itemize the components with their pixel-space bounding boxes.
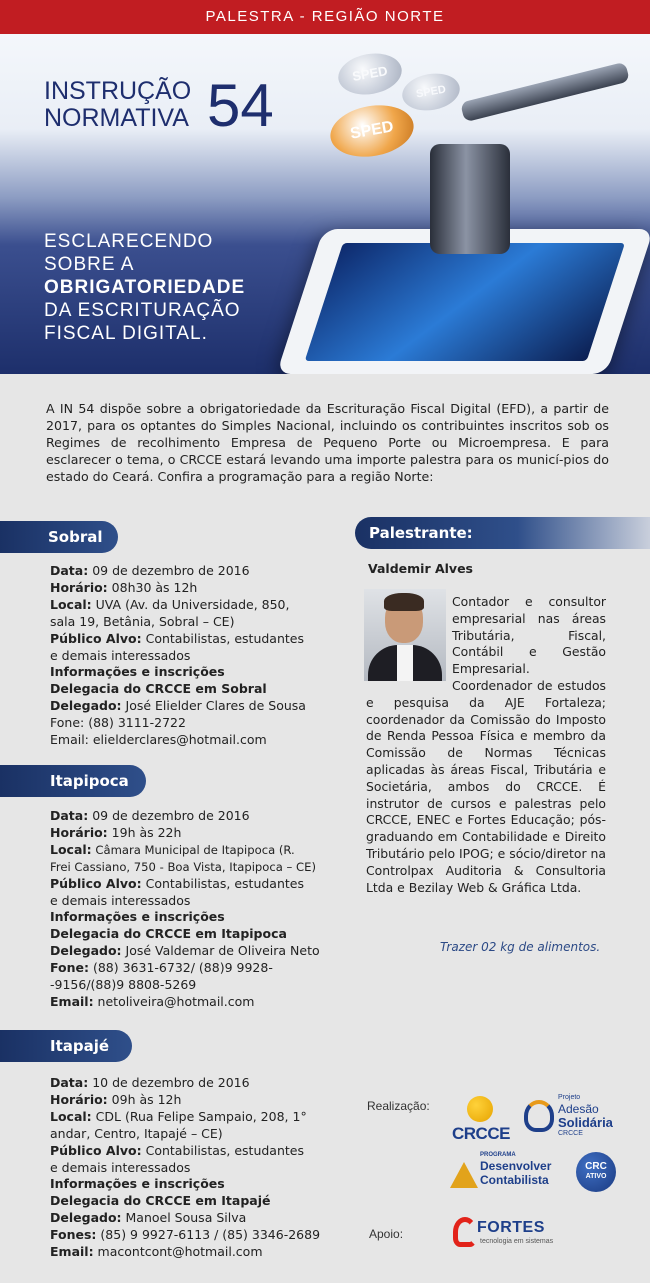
adesao-line2: Solidária xyxy=(558,1115,613,1130)
event-audience-cont: e demais interessados xyxy=(50,1159,191,1175)
event-time: 08h30 às 12h xyxy=(107,579,198,595)
phone-cont: -9156/(88)9 8808-5269 xyxy=(50,977,197,993)
field-label: Email: xyxy=(50,993,94,1009)
field-label: Horário: xyxy=(50,579,108,595)
crc-ativo-line2: ATIVO xyxy=(585,1173,607,1180)
field-label: Local: xyxy=(50,596,92,612)
speaker-header: Palestrante: xyxy=(355,517,650,549)
event-audience: Contabilistas, estudantes xyxy=(141,1142,304,1158)
event-location: Câmara Municipal de Itapipoca (R. xyxy=(91,842,295,857)
adesao-solidaria-logo xyxy=(524,1094,624,1144)
event-audience: Contabilistas, estudantes xyxy=(141,875,304,891)
delegado-name: José Elielder Clares de Sousa xyxy=(121,698,306,714)
event-date: 09 de dezembro de 2016 xyxy=(88,808,250,823)
gavel-handle-icon xyxy=(460,62,630,123)
hero-title-line2: NORMATIVA xyxy=(44,104,189,132)
crc-ativo-logo xyxy=(576,1152,616,1192)
hero-subtitle-line: ESCLARECENDO xyxy=(44,231,214,252)
delegacia-name: Delegacia do CRCCE em Sobral xyxy=(50,681,267,697)
food-donation-note: Trazer 02 kg de alimentos. xyxy=(440,940,601,954)
hero-title xyxy=(44,72,274,139)
field-label: Delegado: xyxy=(50,943,122,959)
email: macontcont@hotmail.com xyxy=(93,1244,263,1260)
field-label: Data: xyxy=(50,1075,89,1090)
event-banner: PALESTRA - REGIÃO NORTE xyxy=(0,0,650,34)
delegado-name: José Valdemar de Oliveira Neto xyxy=(121,943,320,959)
event-itapipoca xyxy=(50,808,325,1011)
hero-title-number: 54 xyxy=(207,72,274,139)
event-sobral xyxy=(50,563,325,749)
hero-title-line1: INSTRUÇÃO xyxy=(44,77,192,105)
field-label: Delegado: xyxy=(50,1210,122,1226)
event-date: 09 de dezembro de 2016 xyxy=(88,563,250,578)
delegacia-name: Delegacia do CRCCE em Itapipoca xyxy=(50,926,287,942)
info-heading: Informações e inscrições xyxy=(50,664,225,680)
field-label: Data: xyxy=(50,808,89,823)
desenvolver-contabilista-logo xyxy=(450,1152,560,1194)
speaker-name: Valdemir Alves xyxy=(368,561,473,576)
sped-coin-icon: SPED xyxy=(399,69,462,115)
field-label: Fones: xyxy=(50,1227,97,1243)
speaker-bio-wrap xyxy=(366,594,606,896)
event-itapaje xyxy=(50,1075,325,1261)
hero-subtitle-line: DA ESCRITURAÇÃO xyxy=(44,300,241,321)
field-label: Fone: xyxy=(50,960,89,976)
hero-subtitle-line: SOBRE A xyxy=(44,254,135,275)
email: Email: elielderclares@hotmail.com xyxy=(50,732,267,748)
field-label: Data: xyxy=(50,563,89,578)
field-label: Local: xyxy=(50,841,92,857)
hero-subtitle xyxy=(44,230,245,345)
crcce-logo xyxy=(450,1096,510,1142)
email: netoliveira@hotmail.com xyxy=(93,993,255,1009)
field-label: Horário: xyxy=(50,1091,108,1107)
phone: (85) 9 9927-6113 / (85) 3346-2689 xyxy=(96,1227,321,1243)
field-label: Horário: xyxy=(50,824,108,840)
city-header-itapaje: Itapajé xyxy=(0,1030,132,1062)
event-audience-cont: e demais interessados xyxy=(50,647,191,663)
hero-subtitle-line: FISCAL DIGITAL. xyxy=(44,323,208,344)
event-audience-cont: e demais interessados xyxy=(50,892,191,908)
desenv-small: PROGRAMA xyxy=(480,1152,516,1158)
triangle-icon xyxy=(450,1162,478,1188)
adesao-line3: CRCCE xyxy=(558,1130,583,1137)
heart-hands-icon xyxy=(524,1100,554,1132)
adesao-line1: Adesão xyxy=(558,1102,599,1116)
info-heading: Informações e inscrições xyxy=(50,1176,225,1192)
field-label: Email: xyxy=(50,1244,94,1260)
apoio-label: Apoio: xyxy=(369,1227,404,1241)
city-header-sobral: Sobral xyxy=(0,521,118,553)
crcce-logo-text: CRCCE xyxy=(452,1124,510,1143)
field-label: Público Alvo: xyxy=(50,1142,142,1158)
fortes-subtitle: tecnologia em sistemas xyxy=(480,1238,554,1245)
fortes-mark-icon xyxy=(453,1217,477,1247)
event-audience: Contabilistas, estudantes xyxy=(141,630,304,646)
delegacia-name: Delegacia do CRCCE em Itapajé xyxy=(50,1193,271,1209)
field-label: Público Alvo: xyxy=(50,875,142,891)
gavel-icon xyxy=(430,144,510,254)
field-label: Delegado: xyxy=(50,698,122,714)
tablet-screen xyxy=(305,243,625,361)
event-location-cont: Frei Cassiano, 750 - Boa Vista, Itapipoca – CE) xyxy=(50,859,316,874)
event-location-cont: sala 19, Betânia, Sobral – CE) xyxy=(50,613,235,629)
event-location: UVA (Av. da Universidade, 850, xyxy=(91,596,290,612)
desenv-line1: Desenvolver xyxy=(480,1159,552,1173)
crc-ativo-line1: CRC xyxy=(585,1161,607,1172)
city-header-itapipoca: Itapipoca xyxy=(0,765,146,797)
field-label: Público Alvo: xyxy=(50,630,142,646)
adesao-small: Projeto xyxy=(558,1094,581,1101)
fortes-text: FORTES xyxy=(477,1219,545,1236)
hero-subtitle-emphasis: OBRIGATORIEDADE xyxy=(44,277,246,298)
sped-coin-icon: SPED xyxy=(335,49,405,100)
phone: (88) 3631-6732/ (88)9 9928- xyxy=(89,960,273,976)
desenv-line2: Contabilista xyxy=(480,1173,549,1187)
event-location-cont: andar, Centro, Itapajé – CE) xyxy=(50,1125,223,1141)
sped-coin-icon: SPED xyxy=(326,99,417,163)
event-location: CDL (Rua Felipe Sampaio, 208, 1° xyxy=(91,1108,307,1124)
phone: Fone: (88) 3111-2722 xyxy=(50,715,186,731)
field-label: Local: xyxy=(50,1108,92,1124)
intro-paragraph: A IN 54 dispõe sobre a obrigatoriedade da Escrituração Fiscal Digital (EFD), a partir de 2017, para os optantes do Simples Nacional, incluindo os contribuintes inscritos sob os Regimes de recolhimento Empresa de Pequeno Porte ou Microempresa. E para esclarecer o tema, o CRCCE estará levando uma importe palestra para os municí-pios do estado do Ceará. Confira a programação para a região Norte: xyxy=(46,401,609,484)
realizacao-label: Realização: xyxy=(367,1099,430,1113)
crcce-emblem-icon xyxy=(467,1096,493,1122)
speaker-bio: Contador e consultor empresarial nas áreas Tributária, Fiscal, Contábil e Gestão Empresarial. Coordenador de estudos e pesquisa da AJE Fortaleza; coordenador da Comissão do Imposto de Renda Pessoa Física e membro da Comissão de Normas Técnicas aplicadas às áreas Fiscal, Tributária e Societária, ambos do CRCCE. É instrutor de cursos e palestras pelo CRCCE, ENEC e Fortes Educação; pós-graduando em Contabilidade e Direito Tributário pelo IPOG; e sócio/diretor na Controlpax Auditoria & Consultoria Ltda e Bezilay Web & Gráfica Ltda. xyxy=(366,594,606,895)
event-time: 09h às 12h xyxy=(107,1091,182,1107)
hero-banner xyxy=(0,34,650,374)
fortes-logo xyxy=(453,1217,563,1255)
event-date: 10 de dezembro de 2016 xyxy=(88,1075,250,1090)
delegado-name: Manoel Sousa Silva xyxy=(121,1210,247,1226)
info-heading: Informações e inscrições xyxy=(50,909,225,925)
event-time: 19h às 22h xyxy=(107,824,182,840)
